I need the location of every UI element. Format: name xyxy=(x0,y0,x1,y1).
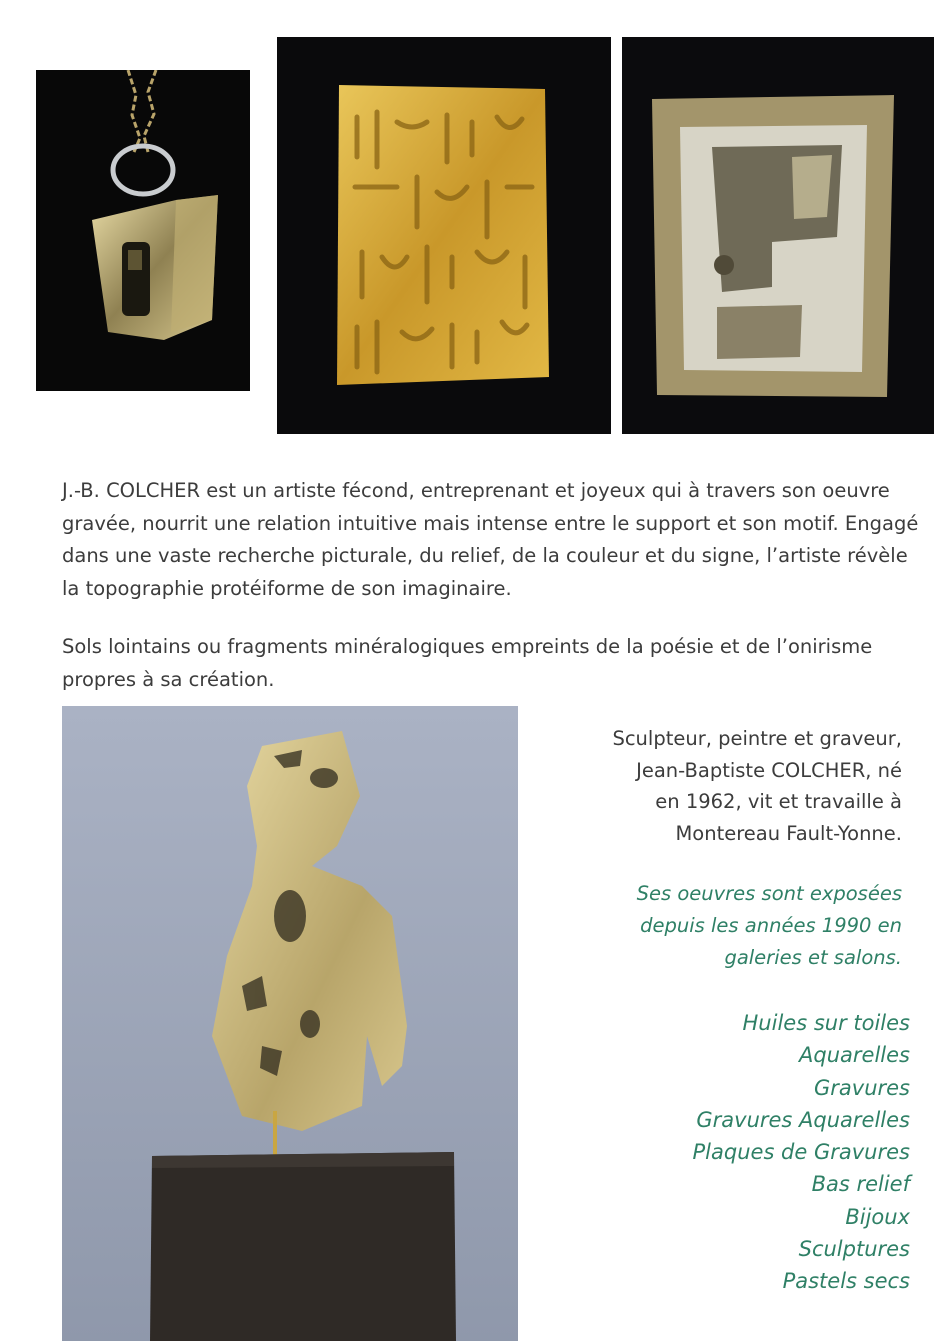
sculpture-photo xyxy=(62,706,518,1341)
exhibitions-note xyxy=(562,878,902,974)
pendant-image xyxy=(36,70,250,391)
silver-plate-image xyxy=(622,37,934,434)
technique-item: Bijoux xyxy=(845,1204,910,1229)
bio-line: Jean-Baptiste COLCHER, né xyxy=(636,758,902,782)
bio-line: Sculpteur, peintre et graveur, xyxy=(612,727,902,750)
bio-line: en 1962, vit et travaille à xyxy=(655,790,902,813)
artist-bio xyxy=(562,723,902,849)
sculpture-image xyxy=(62,706,518,1341)
technique-item: Aquarelles xyxy=(799,1043,910,1068)
gold-plate-image xyxy=(277,37,611,434)
bio-line: Montereau Fault-Yonne. xyxy=(675,821,902,845)
technique-item: Sculptures xyxy=(798,1237,910,1262)
intro-paragraph-2: Sols lointains ou fragments minéralogiques empreints de la poésie et de l’onirisme propres à sa création. xyxy=(62,635,873,691)
techniques-list xyxy=(570,1007,910,1298)
technique-item: Huiles sur toiles xyxy=(742,1011,910,1035)
exhibit-line: depuis les années 1990 en xyxy=(640,914,902,937)
technique-item: Pastels secs xyxy=(782,1269,910,1294)
exhibit-line: galeries et salons. xyxy=(724,946,902,969)
silver-plate-photo xyxy=(622,37,934,434)
technique-item: Plaques de Gravures xyxy=(692,1140,910,1165)
technique-item: Gravures xyxy=(813,1075,910,1100)
technique-item: Bas relief xyxy=(811,1172,910,1197)
technique-item: Gravures Aquarelles xyxy=(696,1107,910,1132)
gold-plate-photo xyxy=(277,37,611,434)
intro-paragraph-1: J.-B. COLCHER est un artiste fécond, entreprenant et joyeux qui à travers son oeuvre gravée, nourrit une relation intuitive mais intense entre le support et son motif. Engagé dans une vaste recherche picturale, du relief, de la couleur et du signe, l’artiste révèle la topographie protéiforme de son imaginaire. xyxy=(62,479,919,600)
pendant-photo xyxy=(36,70,250,391)
exhibit-line: Ses oeuvres sont exposées xyxy=(636,882,902,905)
